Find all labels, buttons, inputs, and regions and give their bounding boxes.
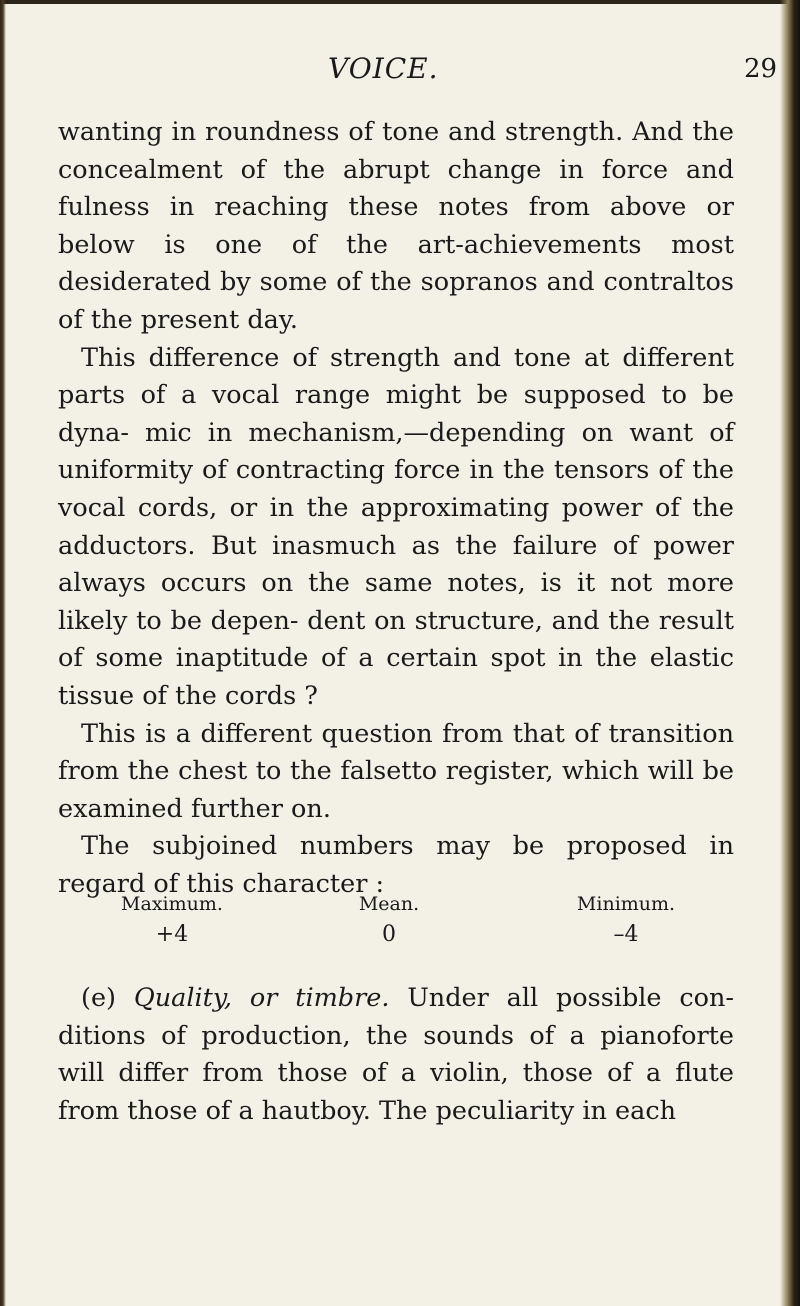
column-header: Maximum. [121, 893, 223, 915]
paragraph-2: This difference of strength and tone at different parts of a vocal range might be supposed to be dyna- mic in mechanism,—depending on want of uniformity of contracting force in the tensors of the vocal cords, or in the approximating power of the adductors. But inasmuch as the failure of power always occurs on the same notes, is it not more likely to be depen- dent on structure, and the result of some inaptitude of a certain spot in the elastic tissue of the cords ? [58, 342, 734, 711]
page-header [0, 52, 800, 92]
column-minimum [546, 893, 706, 947]
page-top-edge [0, 0, 800, 4]
paragraph-4: The subjoined numbers may be proposed in regard of this character : [58, 831, 734, 899]
paragraph-1: wanting in roundness of tone and strength. And the concealment of the abrupt change in force and fulness in reaching these notes from above or below is one of the art-achievements most desiderated by some of the sopranos and contraltos of the present day. [58, 117, 734, 335]
section-title-timbre: timbre. [295, 983, 390, 1013]
page-left-edge [0, 0, 6, 1306]
section-label: (e) [81, 983, 116, 1013]
values-table [58, 893, 734, 953]
page-number: 29 [744, 54, 778, 84]
section-title-or: or [249, 983, 278, 1013]
section-e-paragraph [58, 980, 734, 1130]
body-text [58, 114, 734, 903]
column-value: –4 [613, 922, 639, 947]
column-maximum [102, 893, 242, 947]
section-text: Under all possible con- ditions of production, the sounds of a pianoforte will differ from those of a violin, those of a flute from those of a hautboy. The peculiarity in each [58, 983, 735, 1126]
column-header: Minimum. [576, 893, 676, 915]
column-value: +4 [155, 922, 189, 947]
running-title: VOICE. [328, 52, 439, 85]
column-mean [334, 893, 444, 947]
page-right-edge [780, 0, 800, 1306]
column-header: Mean. [358, 893, 420, 915]
paragraph-3: This is a different question from that of transition from the chest to the falsetto register, which will be examined further on. [58, 718, 734, 824]
column-value: 0 [382, 922, 396, 947]
section-title: Quality, [133, 983, 233, 1013]
